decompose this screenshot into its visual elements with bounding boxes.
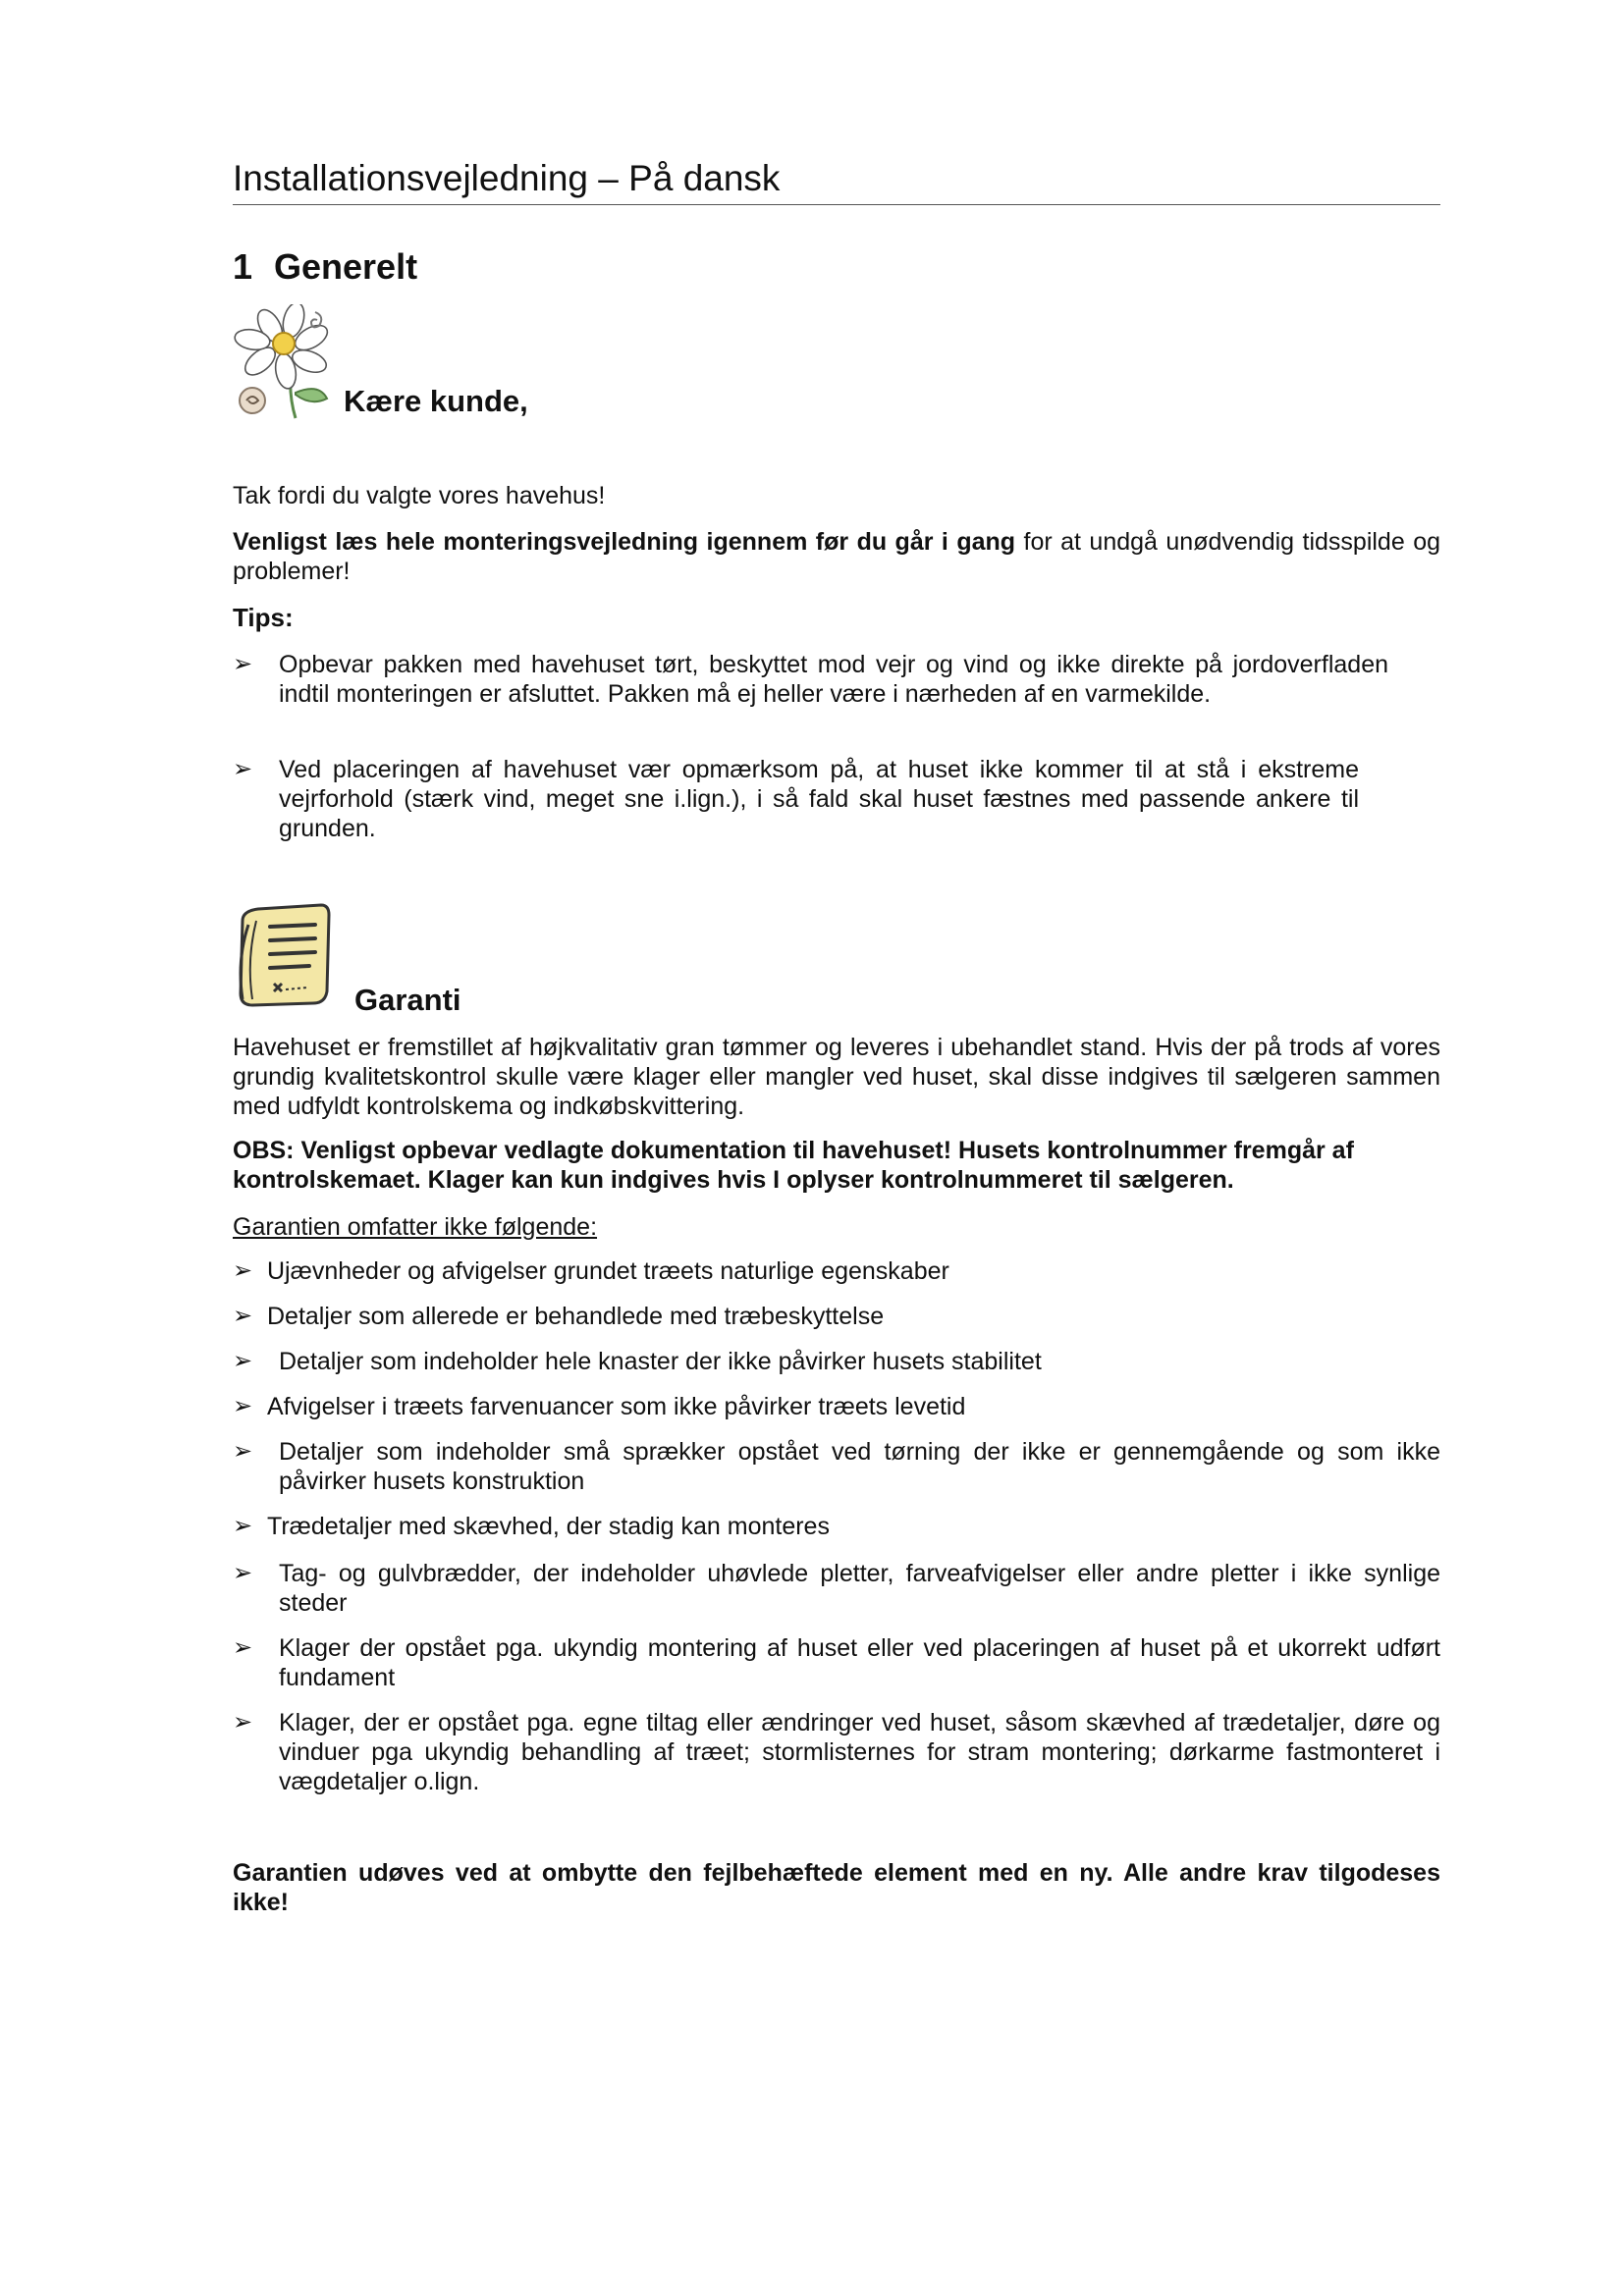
header-divider (233, 204, 1440, 205)
not-covered-item: Detaljer som indeholder små sprækker opstået ved tørning der ikke er gennemgående og som ikke påvirker husets konstruktion (279, 1438, 1440, 1495)
tips-label: Tips: (233, 603, 294, 632)
greeting-heading: Kære kunde, (344, 384, 528, 418)
bullet-arrow-icon: ➢ (233, 1560, 253, 1586)
bullet-arrow-icon: ➢ (233, 1257, 253, 1284)
flower-icon (231, 304, 339, 420)
bullet-arrow-icon: ➢ (233, 651, 253, 677)
thanks-text: Tak fordi du valgte vores havehus! (233, 482, 606, 509)
closing-statement: Garantien udøves ved at ombytte den fejlbehæftede element med en ny. Alle andre krav tilgodeses ikke! (233, 1859, 1440, 1916)
read-instructions-bold: Venligst læs hele monteringsvejledning igennem før du går i gang (233, 528, 1016, 556)
tip-item: Opbevar pakken med havehuset tørt, beskyttet mod vejr og vind og ikke direkte på jordoverfladen indtil monteringen er afsluttet. Pakken må ej heller være i nærheden af en varmekilde. (279, 651, 1388, 708)
page-header-title: Installationsvejledning – På dansk (233, 158, 781, 198)
not-covered-item: Klager der opstået pga. ukyndig montering af huset eller ved placeringen af huset på et ukorrekt udført fundament (279, 1634, 1440, 1691)
read-instructions-text (233, 527, 1440, 586)
bullet-arrow-icon: ➢ (233, 1393, 253, 1419)
read-instructions-rest: for at undgå unødvendig tidsspilde og problemer! (233, 528, 1440, 585)
bullet-arrow-icon: ➢ (233, 756, 253, 782)
document-scroll-icon (231, 901, 339, 1011)
not-covered-item: Trædetaljer med skævhed, der stadig kan monteres (267, 1513, 830, 1540)
section-heading (233, 245, 417, 289)
bullet-arrow-icon: ➢ (233, 1634, 253, 1661)
not-covered-item: Detaljer som indeholder hele knaster der ikke påvirker husets stabilitet (279, 1348, 1042, 1375)
not-covered-item: Klager, der er opstået pga. egne tiltag eller ændringer ved huset, såsom skævhed af trædetaljer, døre og vinduer pga ukyndig behandling af træet; stormlisternes for stram montering; dørkarme fastmonteret i vægdetaljer o.lign. (279, 1709, 1440, 1795)
garanti-heading: Garanti (354, 983, 461, 1017)
obs-note: OBS: Venligst opbevar vedlagte dokumentation til havehuset! Husets kontrolnummer fremgår af kontrolskemaet. Klager kan kun indgives hvis I oplyser kontrolnummeret til sælgeren. (233, 1137, 1354, 1194)
bullet-arrow-icon: ➢ (233, 1513, 253, 1539)
not-covered-item: Afvigelser i træets farvenuancer som ikke påvirker træets levetid (267, 1393, 966, 1420)
bullet-arrow-icon: ➢ (233, 1303, 253, 1329)
garanti-paragraph: Havehuset er fremstillet af højkvalitativ gran tømmer og leveres i ubehandlet stand. Hvis der på trods af vores grundig kvalitetskontrol skulle være klager eller mangler ved huset, skal disse indgives til sælgeren sammen med udfyldt kontrolskema og indkøbskvittering. (233, 1034, 1440, 1120)
bullet-arrow-icon: ➢ (233, 1438, 253, 1465)
not-covered-item: Detaljer som allerede er behandlede med træbeskyttelse (267, 1303, 885, 1330)
tip-item: Ved placeringen af havehuset vær opmærksom på, at huset ikke kommer til at stå i ekstreme vejrforhold (stærk vind, meget sne i.lign.), i så fald skal huset fæstnes med passende ankere til grunden. (279, 756, 1359, 842)
bullet-arrow-icon: ➢ (233, 1709, 253, 1735)
bullet-arrow-icon: ➢ (233, 1348, 253, 1374)
section-title: Generelt (274, 246, 418, 287)
not-covered-item: Tag- og gulvbrædder, der indeholder uhøvlede pletter, farveafvigelser eller andre pletter i ikke synlige steder (279, 1560, 1440, 1617)
not-covered-label: Garantien omfatter ikke følgende: (233, 1213, 598, 1241)
section-number: 1 (233, 246, 253, 287)
not-covered-item: Ujævnheder og afvigelser grundet træets naturlige egenskaber (267, 1257, 949, 1285)
